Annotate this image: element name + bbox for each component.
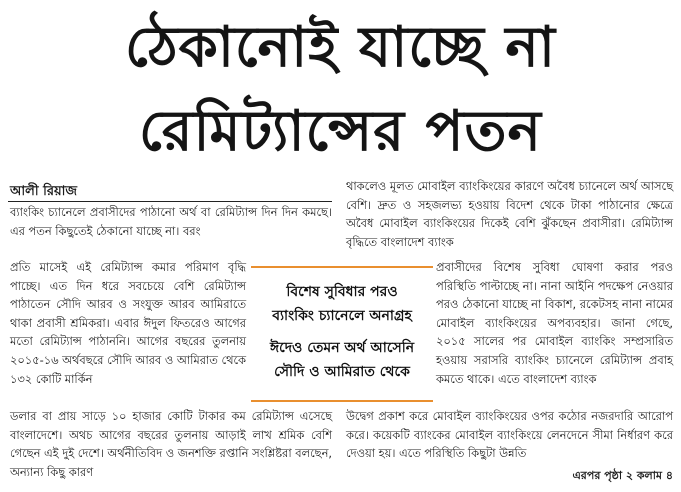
byline: আলী রিয়াজ bbox=[10, 184, 78, 199]
pullquote-box bbox=[251, 266, 433, 402]
article-right-top bbox=[346, 177, 673, 251]
pullquote-line-4: সৌদি ও আমিরাত থেকে bbox=[274, 364, 410, 380]
article-right-column bbox=[436, 258, 673, 388]
pullquote-line-1: বিশেষ সুবিধার পরও bbox=[286, 284, 398, 300]
paragraph-right-top: থাকলেও মূলত মোবাইল ব্যাংকিংয়ের কারণে অবৈধ চ্যানেলে অর্থ আসছে বেশি। দ্রুত ও সহজলভ্য হওয়ায় বিদেশ থেকে টাকা পাঠানোর ক্ষেত্রে অবৈধ মোবাইল ব্যাংকিংয়ের দিকেই বেশি ঝুঁকছেন প্রবাসীরা। রেমিট্যান্স বৃদ্ধিতে বাংলাদেশ ব্যাংক bbox=[346, 179, 673, 249]
paragraph-right-body: প্রবাসীদের বিশেষ সুবিধা ঘোষণা করার পরও পরিস্থিতি পাল্টাচ্ছে না। নানা আইনি পদক্ষেপ নেওয়ার পরও ঠেকানো যাচ্ছে না বিকাশ, রকেটসহ নানা নামের মোবাইল ব্যাংকিংয়ের অপব্যবহার। জানা গেছে, ২০১৫ সালের পর মোবাইল ব্যাংকিং সম্প্রসারিত হওয়ায় সরাসরি ব্যাংকিং চ্যানেলে রেমিট্যান্স প্রবাহ কমতে থাকে। এতে বাংলাদেশ ব্যাংক bbox=[436, 260, 673, 386]
pullquote-line-3: ঈদেও তেমন অর্থ আসেনি bbox=[269, 340, 415, 356]
article-intro bbox=[10, 203, 332, 240]
paragraph-right-bottom: উদ্বেগ প্রকাশ করে মোবাইল ব্যাংকিংয়ের ওপর কঠোর নজরদারি আরোপ করে। কয়েকটি ব্যাংকের মোবাইল ব্যাংকিংয়ে লেনদেনে সীমা নির্ধারণ করে দেওয়া হয়। এতে পরিস্থিতি কিছুটা উন্নতি bbox=[346, 409, 673, 461]
byline-divider bbox=[8, 201, 332, 202]
headline-line-1: ঠেকানোই যাচ্ছে না bbox=[124, 15, 557, 80]
article-left-column bbox=[10, 258, 246, 388]
article-left-bottom bbox=[10, 407, 332, 481]
continuation-note[interactable]: এরপর পৃষ্ঠা ২ কলাম ৪ bbox=[572, 469, 673, 482]
pullquote-line-2: ব্যাংকিং চ্যানেলে অনাগ্রহ bbox=[272, 308, 412, 324]
headline-line-2: রেমিট্যান্সের পতন bbox=[139, 99, 542, 164]
paragraph-left-bottom: ডলার বা প্রায় সাড়ে ১০ হাজার কোটি টাকার কম রেমিট্যান্স এসেছে বাংলাদেশে। অথচ আগের বছরের তুলনায় আড়াই লাখ শ্রমিক বেশি গেছেন এই দুই দেশে। অর্থনীতিবিদ ও জনশক্তি রপ্তানি সংশ্লিষ্টরা বলছেন, অন্যান্য কিছু কারণ bbox=[10, 409, 332, 479]
paragraph-left-body: প্রতি মাসেই এই রেমিট্যান্স কমার পরিমাণ বৃদ্ধি পাচ্ছে। এত দিন ধরে সবচেয়ে বেশি রেমিট্যান্স পাঠাতেন সৌদি আরব ও সংযুক্ত আরব আমিরাতে থাকা প্রবাসী শ্রমিকরা। এবার ঈদুল ফিতরেও আগের মতো রেমিট্যান্স পাঠাননি। আগের বছরের তুলনায় ২০১৫-১৬ অর্থবছরে সৌদি আরব ও আমিরাত থেকে ১৩২ কোটি মার্কিন bbox=[10, 260, 247, 386]
article-right-bottom bbox=[346, 407, 673, 463]
paragraph-intro: ব্যাংকিং চ্যানেলে প্রবাসীদের পাঠানো অর্থ বা রেমিট্যান্স দিন দিন কমছে। এর পতন কিছুতেই ঠেকানো যাচ্ছে না। বরং bbox=[10, 205, 332, 238]
